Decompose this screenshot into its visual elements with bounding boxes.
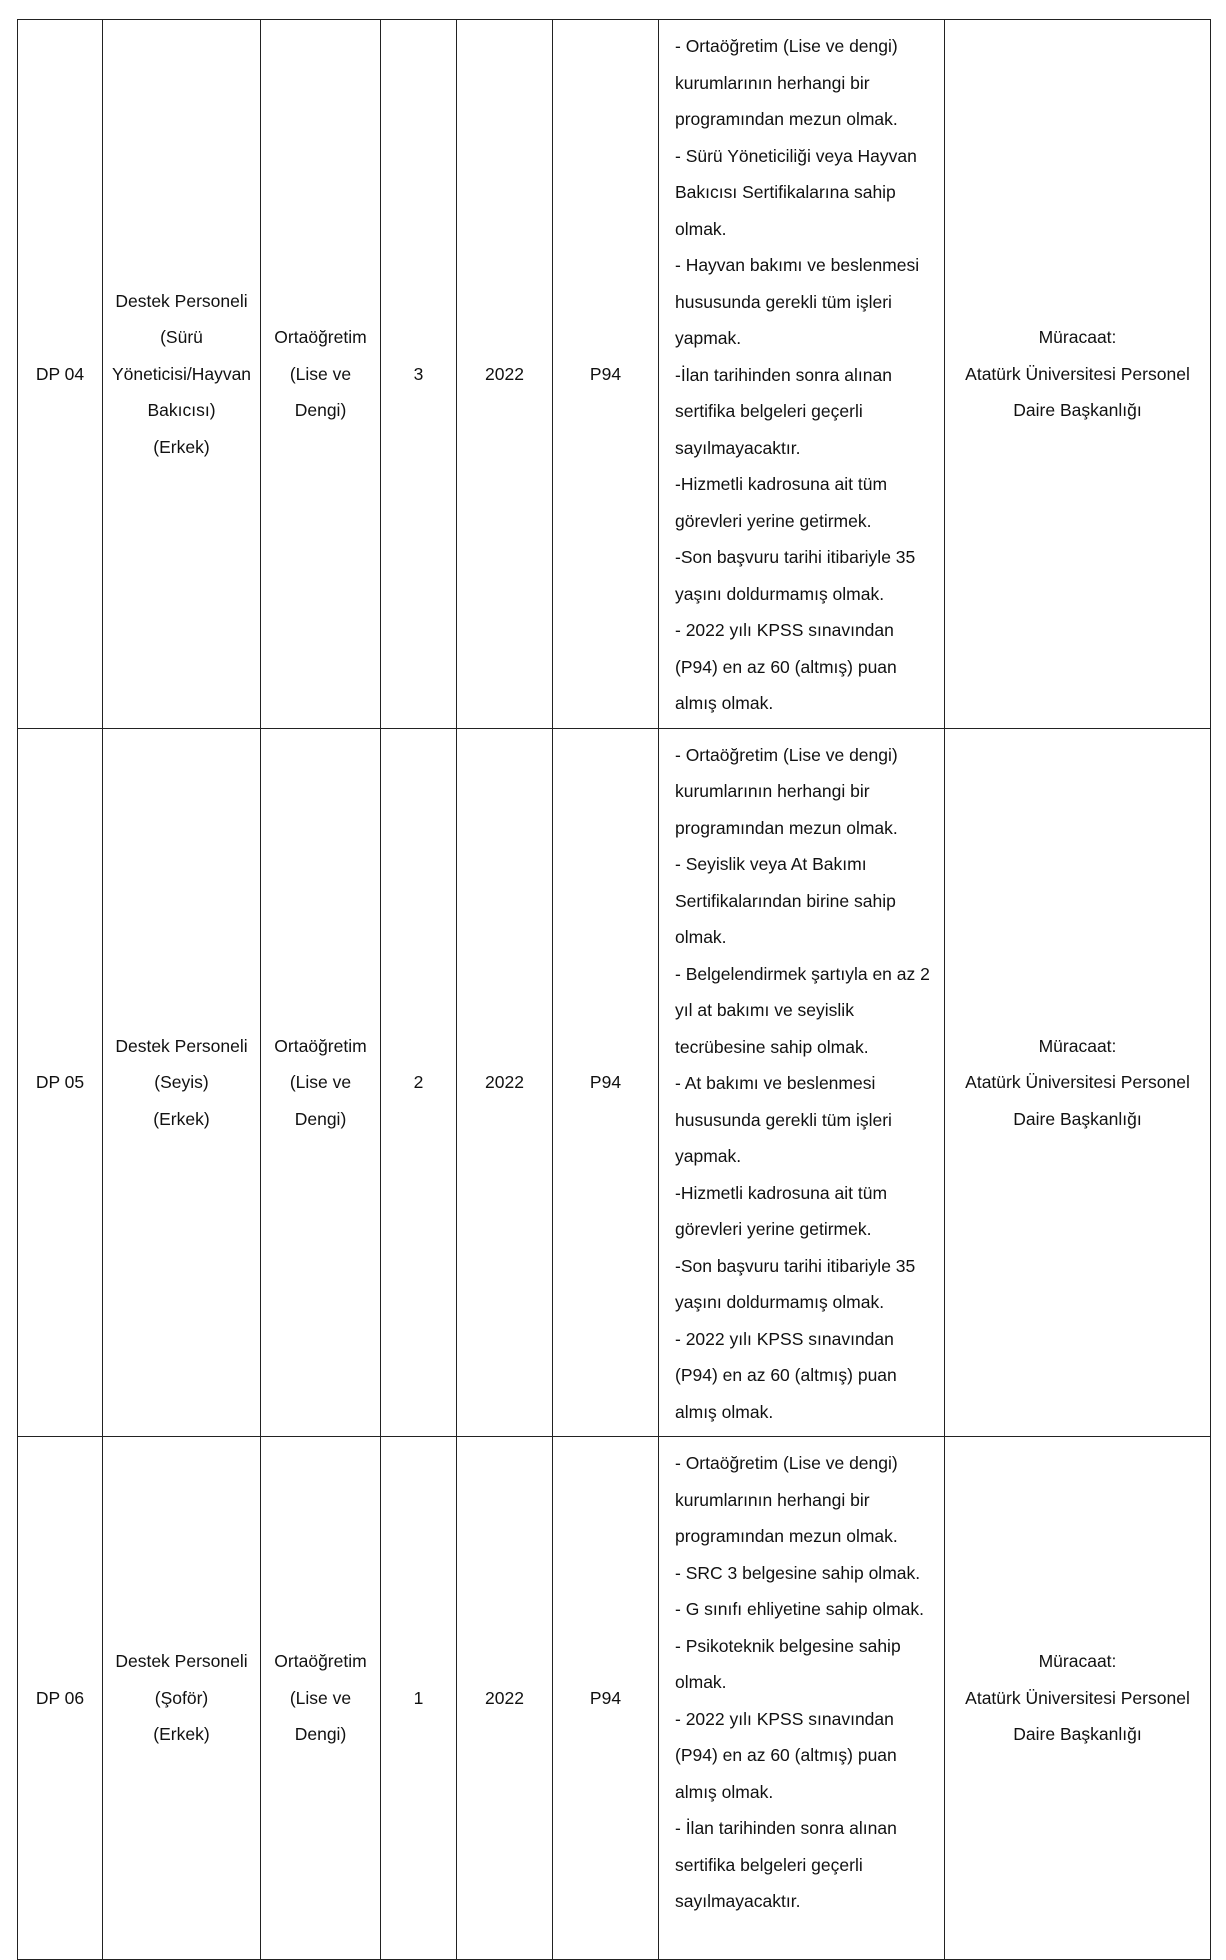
education-line: Dengi)	[294, 1724, 347, 1745]
position-title-line: (Seyis)	[154, 1072, 209, 1092]
education-level-cell	[261, 20, 381, 729]
requirement-item: -İlan tarihinden sonra alınan sertifika belgeleri geçerli sayılmayacaktır.	[675, 364, 892, 458]
position-count-cell: 2	[381, 728, 457, 1437]
requirements-cell	[659, 1437, 945, 1960]
positions-table	[17, 19, 1211, 1960]
application-line: Atatürk Üniversitesi Personel	[965, 1072, 1190, 1092]
kpss-year-cell: 2022	[457, 20, 553, 729]
requirements-cell	[659, 20, 945, 729]
requirement-item: - 2022 yılı KPSS sınavından (P94) en az 60 (altmış) puan almış olmak.	[675, 1328, 897, 1422]
application-line: Atatürk Üniversitesi Personel	[965, 363, 1190, 384]
requirement-item: - SRC 3 belgesine sahip olmak.	[675, 1562, 921, 1583]
position-title-cell	[103, 1437, 261, 1960]
position-code-cell: DP 04	[18, 20, 103, 729]
position-title-line: Bakıcısı)	[147, 400, 216, 420]
position-title-line: (Şoför)	[154, 1687, 209, 1708]
requirement-item: - Ortaöğretim (Lise ve dengi) kurumlarının herhangi bir programından mezun olmak.	[675, 36, 898, 129]
requirement-item: - Seyislik veya At Bakımı Sertifikalarından birine sahip olmak.	[675, 854, 896, 947]
education-line: Dengi)	[294, 400, 347, 420]
application-cell	[945, 20, 1211, 729]
application-line: Müracaat:	[1038, 1651, 1117, 1672]
education-line: (Lise ve	[289, 1072, 352, 1092]
requirement-item: - At bakımı ve beslenmesi hususunda gerekli tüm işleri yapmak.	[675, 1073, 892, 1166]
requirement-item: -Son başvuru tarihi itibariyle 35 yaşını doldurmamış olmak.	[675, 547, 916, 604]
education-level-cell	[261, 728, 381, 1437]
table-row	[18, 20, 1211, 729]
requirement-item: - İlan tarihinden sonra alınan sertifika belgeleri geçerli sayılmayacaktır.	[675, 1818, 897, 1911]
requirement-item: - 2022 yılı KPSS sınavından (P94) en az 60 (altmış) puan almış olmak.	[675, 1708, 897, 1802]
requirement-item: -Hizmetli kadrosuna ait tüm görevleri yerine getirmek.	[675, 474, 888, 531]
score-type-cell: P94	[553, 728, 659, 1437]
requirement-item: - Belgelendirmek şartıyla en az 2 yıl at bakımı ve seyislik tecrübesine sahip olmak.	[675, 963, 930, 1057]
position-title-line: Destek Personeli	[115, 290, 248, 311]
application-cell	[945, 728, 1211, 1437]
position-title-line: Destek Personeli	[115, 1035, 248, 1056]
education-line: Ortaöğretim	[274, 1651, 367, 1672]
position-title-line: (Erkek)	[153, 436, 210, 457]
application-line: Müracaat:	[1038, 327, 1117, 347]
requirement-item: - Ortaöğretim (Lise ve dengi) kurumlarının herhangi bir programından mezun olmak.	[675, 1453, 898, 1546]
education-level-cell	[261, 1437, 381, 1960]
requirements-cell	[659, 728, 945, 1437]
application-line: Müracaat:	[1038, 1035, 1117, 1056]
position-code-cell: DP 05	[18, 728, 103, 1437]
requirement-item: - Sürü Yöneticiliği veya Hayvan Bakıcısı Sertifikalarına sahip olmak.	[675, 145, 917, 239]
requirement-item: -Hizmetli kadrosuna ait tüm görevleri yerine getirmek.	[675, 1182, 888, 1239]
education-line: Dengi)	[294, 1108, 347, 1129]
requirement-item: - 2022 yılı KPSS sınavından (P94) en az 60 (altmış) puan almış olmak.	[675, 620, 897, 713]
position-count-cell: 1	[381, 1437, 457, 1960]
education-line: (Lise ve	[289, 363, 352, 384]
application-cell	[945, 1437, 1211, 1960]
position-title-line: Destek Personeli	[115, 1651, 248, 1672]
application-line: Atatürk Üniversitesi Personel	[965, 1687, 1190, 1708]
score-type-cell: P94	[553, 20, 659, 729]
position-title-line: Yöneticisi/Hayvan	[111, 363, 252, 384]
table-row	[18, 1437, 1211, 1960]
requirement-item: - Ortaöğretim (Lise ve dengi) kurumlarının herhangi bir programından mezun olmak.	[675, 744, 898, 838]
kpss-year-cell: 2022	[457, 728, 553, 1437]
requirement-item: - G sınıfı ehliyetine sahip olmak.	[675, 1599, 924, 1619]
position-count-cell: 3	[381, 20, 457, 729]
position-code-cell: DP 06	[18, 1437, 103, 1960]
position-title-line: (Erkek)	[153, 1108, 210, 1129]
requirement-item: - Psikoteknik belgesine sahip olmak.	[675, 1635, 901, 1692]
position-title-cell	[103, 728, 261, 1437]
requirement-item: -Son başvuru tarihi itibariyle 35 yaşını doldurmamış olmak.	[675, 1255, 916, 1312]
application-line: Daire Başkanlığı	[1013, 1108, 1142, 1129]
score-type-cell: P94	[553, 1437, 659, 1960]
table-row	[18, 728, 1211, 1437]
education-line: Ortaöğretim	[274, 1035, 367, 1056]
kpss-year-cell: 2022	[457, 1437, 553, 1960]
education-line: Ortaöğretim	[274, 327, 367, 347]
education-line: (Lise ve	[289, 1687, 352, 1708]
position-title-line: (Erkek)	[153, 1724, 210, 1745]
application-line: Daire Başkanlığı	[1013, 400, 1142, 420]
position-title-cell	[103, 20, 261, 729]
application-line: Daire Başkanlığı	[1013, 1724, 1142, 1745]
requirement-item: - Hayvan bakımı ve beslenmesi hususunda gerekli tüm işleri yapmak.	[675, 255, 920, 348]
position-title-line: (Sürü	[160, 327, 203, 347]
